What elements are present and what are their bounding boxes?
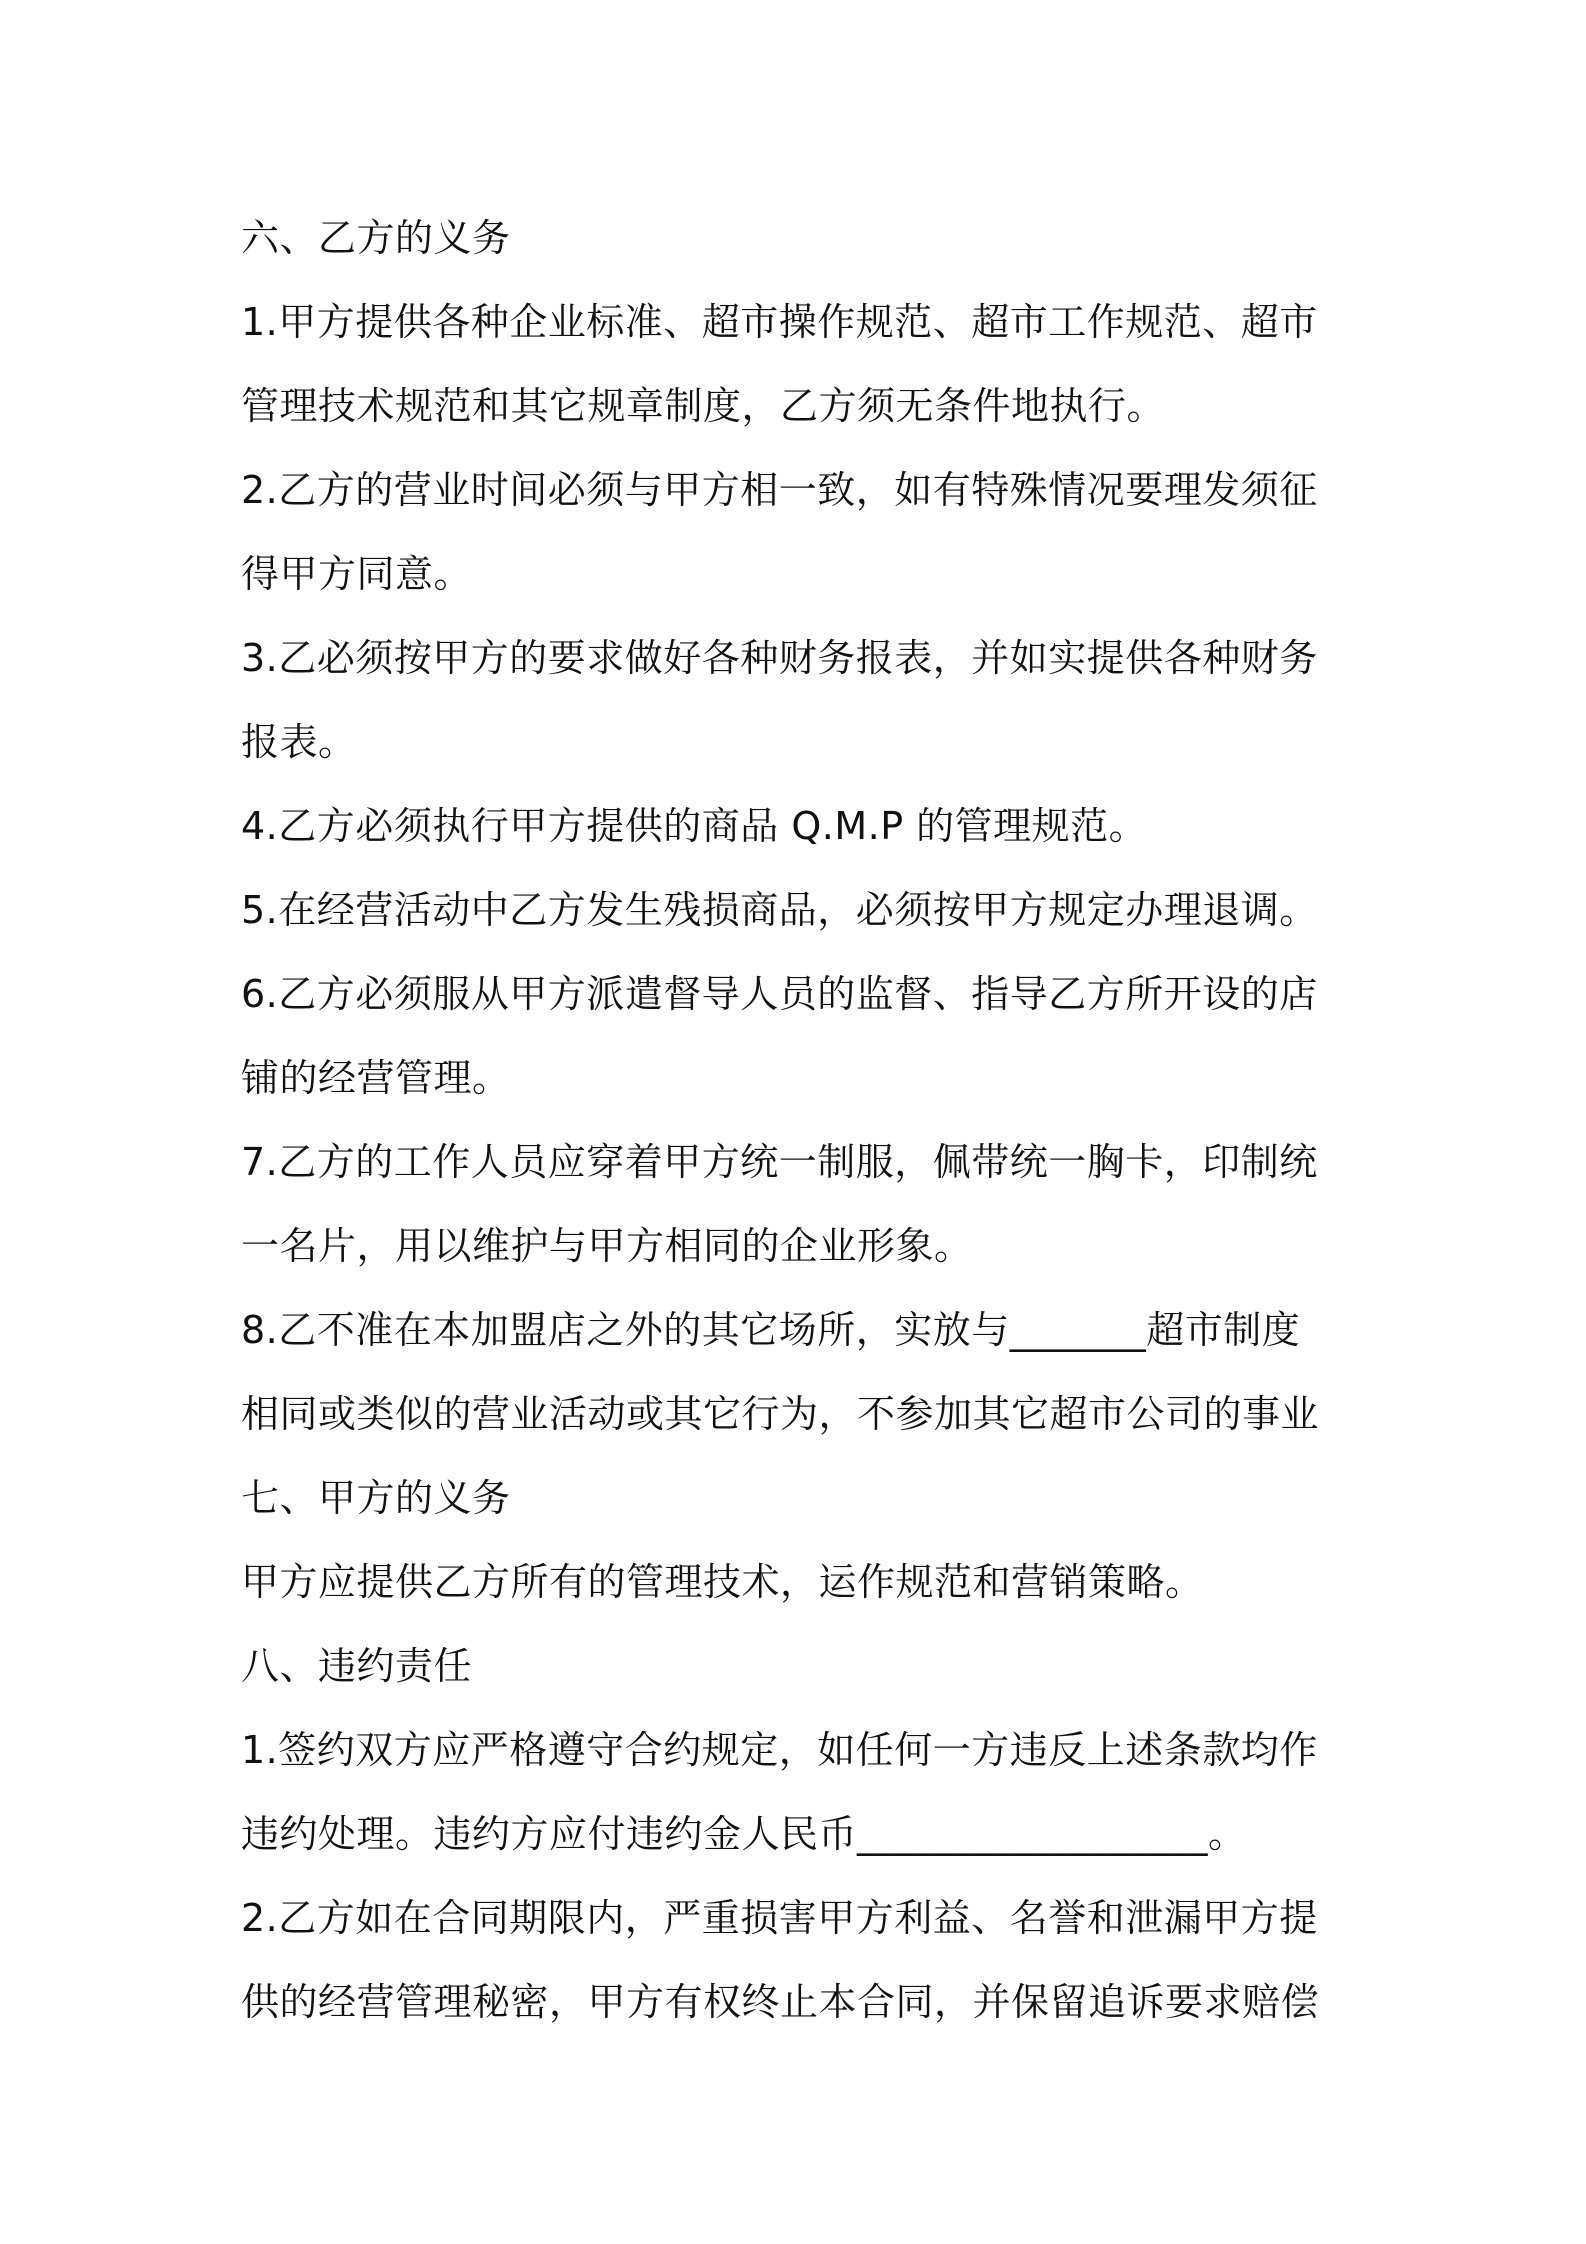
- clause-line: 管理技术规范和其它规章制度，乙方须无条件地执行。: [241, 384, 1166, 428]
- clause-line: 违约处理。违约方应付违约金人民币__________________。: [241, 1812, 1247, 1856]
- clause-line: 7.乙方的工作人员应穿着甲方统一制服，佩带统一胸卡，印制统: [241, 1140, 1318, 1184]
- section-heading-6: 六、乙方的义务: [241, 216, 511, 260]
- clause-line: 5.在经营活动中乙方发生残损商品，必须按甲方规定办理退调。: [241, 888, 1318, 932]
- clause-line: 1.甲方提供各种企业标准、超市操作规范、超市工作规范、超市: [241, 300, 1318, 344]
- clause-line: 6.乙方必须服从甲方派遣督导人员的监督、指导乙方所开设的店: [241, 972, 1318, 1016]
- clause-line: 2.乙方如在合同期限内，严重损害甲方利益、名誉和泄漏甲方提: [241, 1896, 1318, 1940]
- clause-line: 2.乙方的营业时间必须与甲方相一致，如有特殊情况要理发须征: [241, 468, 1318, 512]
- section-heading-8: 八、违约责任: [241, 1644, 473, 1688]
- clause-line: 8.乙不准在本加盟店之外的其它场所，实放与_______超市制度: [241, 1308, 1301, 1352]
- clause-line: 甲方应提供乙方所有的管理技术，运作规范和营销策略。: [241, 1560, 1204, 1604]
- document-page: [241, 196, 1356, 2044]
- clause-line: 一名片，用以维护与甲方相同的企业形象。: [241, 1224, 973, 1268]
- clause-line: 3.乙必须按甲方的要求做好各种财务报表，并如实提供各种财务: [241, 636, 1318, 680]
- clause-line: 得甲方同意。: [241, 552, 473, 596]
- clause-line: 4.乙方必须执行甲方提供的商品 Q.M.P 的管理规范。: [241, 804, 1148, 848]
- section-heading-7: 七、甲方的义务: [241, 1476, 511, 1520]
- clause-line: 1.签约双方应严格遵守合约规定，如任何一方违反上述条款均作: [241, 1728, 1318, 1772]
- clause-line: 供的经营管理秘密，甲方有权终止本合同，并保留追诉要求赔偿: [241, 1980, 1320, 2024]
- clause-line: 报表。: [241, 720, 357, 764]
- clause-line: 相同或类似的营业活动或其它行为，不参加其它超市公司的事业: [241, 1392, 1320, 1436]
- clause-line: 铺的经营管理。: [241, 1056, 511, 1100]
